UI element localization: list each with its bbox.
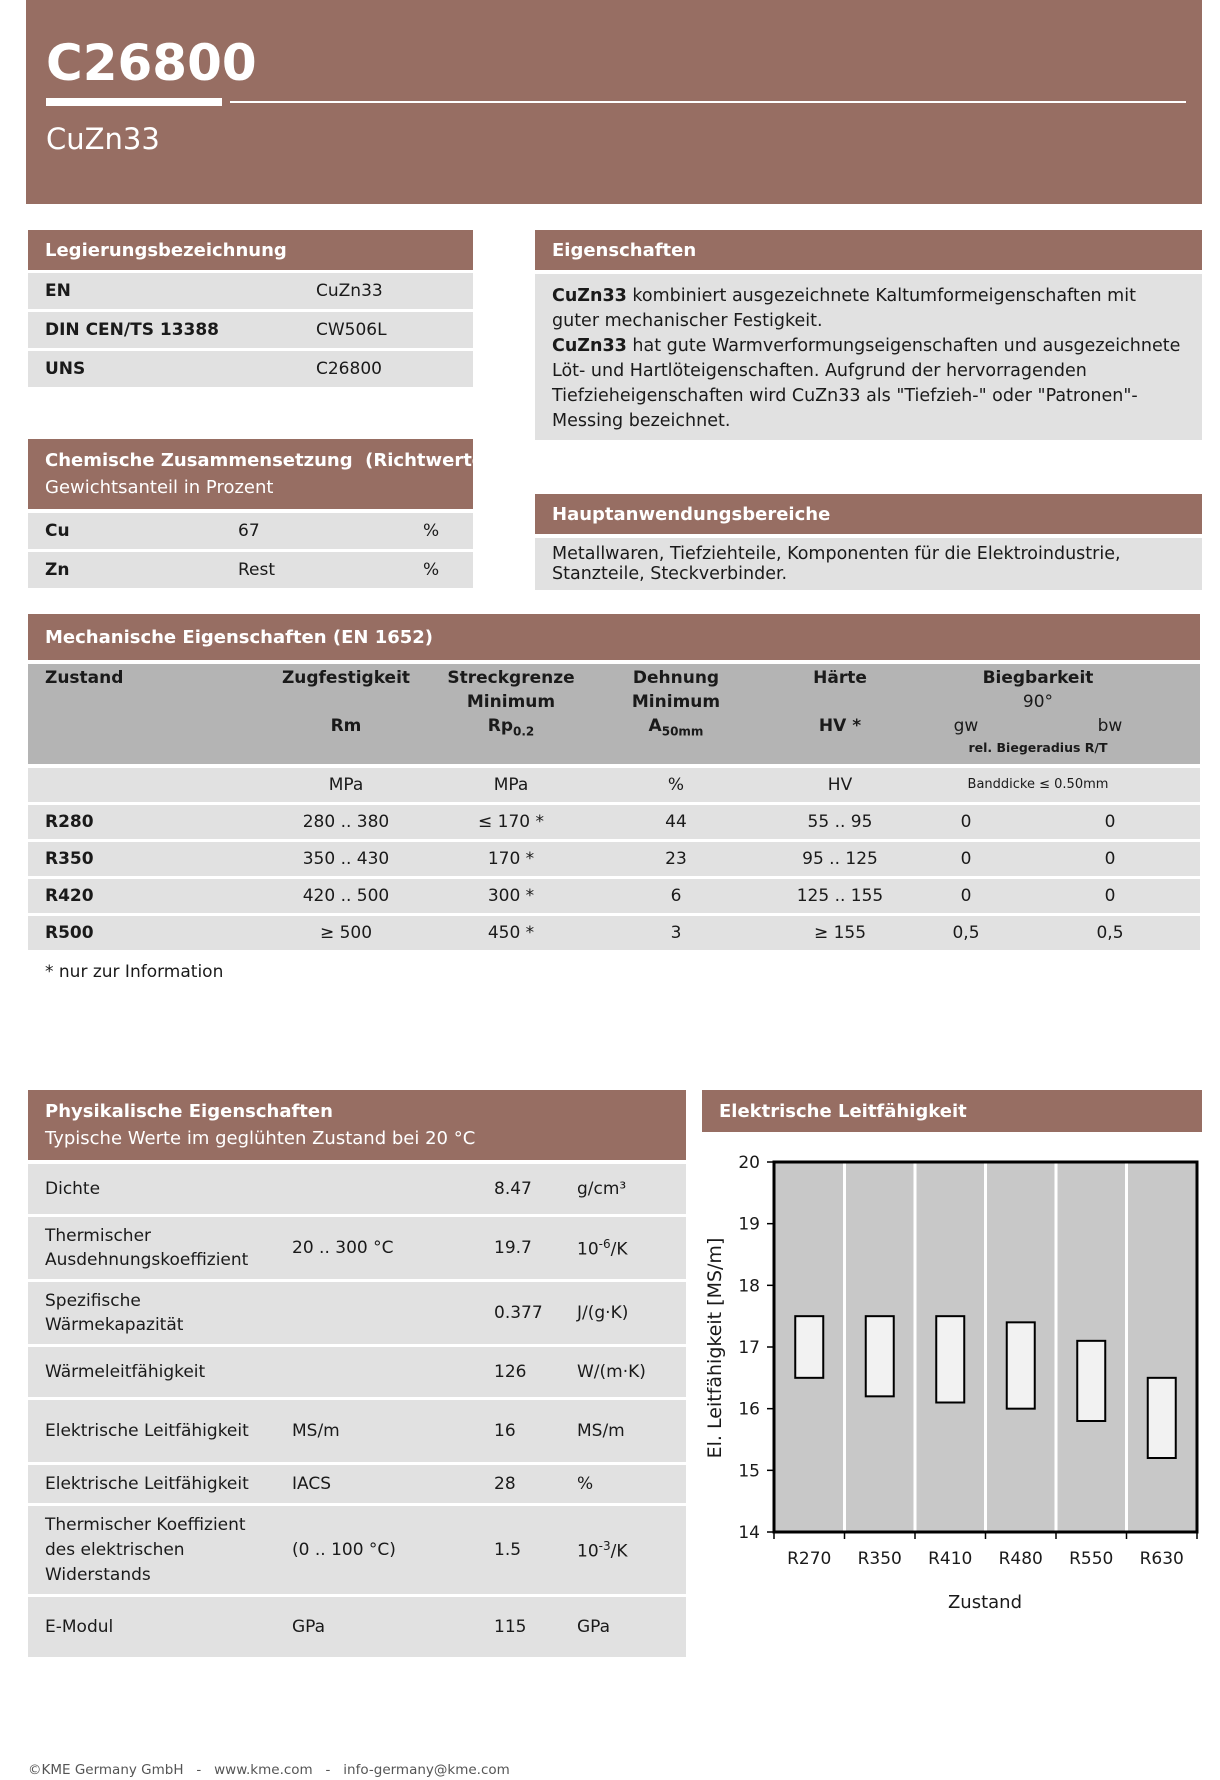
mechanisch-footnote: * nur zur Information [45, 962, 224, 982]
table-row [28, 879, 1200, 913]
col-zug-label: Zugfestigkeit [281, 668, 411, 688]
table-row [28, 552, 473, 588]
x-axis-label: Zustand [947, 1592, 1023, 1613]
table-row [28, 312, 473, 348]
table-row [28, 351, 473, 387]
page-subtitle: CuZn33 [46, 122, 160, 156]
footer: ©KME Germany GmbH - www.kme.com - info-germany@kme.com [28, 1762, 510, 1778]
dehn-cell: 23 [665, 849, 687, 869]
unit-biege: Banddicke ≤ 0.50mm [967, 777, 1109, 792]
zug-cell: 420 .. 500 [302, 886, 390, 906]
y-tick-label: 16 [738, 1399, 760, 1420]
table-row [28, 916, 1200, 950]
anwendung-text: Metallwaren, Tiefziehteile, Komponenten für die Elektroindustrie, Stanzteile, Steckverbinder. [535, 538, 1202, 590]
unit-haerte: HV [827, 775, 853, 795]
unit-zug: MPa [328, 775, 364, 795]
chemie-title: Chemische Zusammensetzung (Richtwerte) [45, 450, 493, 471]
range-bar [795, 1316, 823, 1378]
col-dehn-min: Minimum [631, 692, 721, 712]
units-row [28, 768, 1200, 802]
paragraph-text: kombiniert ausgezeichnete Kaltumformeigenschaften mit guter mechanischer Festigkeit. [552, 286, 1136, 331]
haerte-cell: 55 .. 95 [807, 812, 873, 832]
col-biege-note: rel. Biegeradius R/T [968, 740, 1108, 755]
eigenschaften-box [535, 230, 1202, 440]
unit-rest: /K [610, 1239, 628, 1260]
zustand-cell: R500 [45, 923, 94, 943]
gw-cell: 0 [960, 886, 972, 906]
zustand-cell: R280 [45, 812, 94, 832]
element-unit: % [423, 560, 440, 580]
unit-rest: /K [610, 1541, 628, 1562]
prop-label: Spezifische Wärmekapazität [45, 1291, 184, 1335]
prop-label: Thermischer Koeffizient des elektrischen Widerstands [45, 1514, 246, 1585]
prop-value: 0.377 [494, 1303, 543, 1323]
alloy-name: CuZn33 [552, 336, 627, 356]
zug-cell: 350 .. 430 [302, 849, 390, 869]
y-tick-label: 14 [738, 1523, 760, 1543]
range-bar [1077, 1341, 1105, 1421]
prop-unit: GPa [577, 1617, 611, 1637]
prop-unit [577, 1539, 628, 1562]
bw-cell: 0,5 [1096, 923, 1124, 943]
range-bar [1148, 1378, 1176, 1458]
unit-dehn: % [667, 775, 685, 795]
table-row [28, 842, 1200, 876]
prop-value: 126 [494, 1362, 527, 1382]
col-haerte-symbol: HV * [818, 716, 862, 736]
col-haerte: Härte [813, 668, 867, 688]
eigenschaften-title: Eigenschaften [535, 230, 1202, 270]
row-value: CuZn33 [316, 281, 383, 301]
col-biege-gw: gw [953, 716, 979, 736]
x-tick-label: R410 [928, 1549, 973, 1569]
col-zustand: Zustand [45, 668, 124, 688]
range-bar [936, 1316, 964, 1402]
col-streck-sym: Rp [487, 716, 513, 736]
prop-label: E-Modul [45, 1617, 114, 1637]
prop-label: Thermischer Ausdehnungskoeffizient [45, 1226, 249, 1270]
x-tick-label: R630 [1139, 1549, 1184, 1569]
haerte-cell: 125 .. 155 [796, 886, 884, 906]
prop-label: Elektrische Leitfähigkeit [45, 1421, 249, 1441]
col-streck-sub: 0.2 [513, 724, 535, 739]
chemie-header [28, 439, 493, 509]
prop-label: Elektrische Leitfähigkeit [45, 1474, 249, 1494]
col-dehn-sym: A [648, 716, 662, 736]
title-underline [46, 98, 222, 106]
element-label: Cu [45, 521, 70, 541]
col-biege: Biegbarkeit [982, 668, 1094, 688]
prop-unit: % [577, 1474, 594, 1494]
y-tick-label: 18 [738, 1276, 760, 1297]
anwendung-box [535, 494, 1202, 590]
y-tick-label: 15 [738, 1461, 760, 1482]
prop-cond: IACS [292, 1474, 332, 1494]
chemie-box [28, 439, 493, 588]
physikalisch-box [28, 1090, 686, 1657]
element-value: 67 [238, 521, 260, 541]
dehn-cell: 6 [670, 886, 682, 906]
mechanisch-table [28, 614, 1200, 982]
x-axis-labels [774, 1532, 1197, 1569]
header-rule [230, 101, 1186, 103]
eigenschaften-body [535, 274, 1202, 440]
unit-base: 10 [577, 1239, 599, 1260]
col-biege-bw: bw [1097, 716, 1123, 736]
prop-value: 16 [494, 1421, 516, 1441]
element-label: Zn [45, 560, 70, 580]
chart-title: Elektrische Leitfähigkeit [702, 1090, 1202, 1132]
table-row [28, 513, 473, 549]
legierung-title: Legierungsbezeichnung [28, 230, 473, 270]
haerte-cell: 95 .. 125 [802, 849, 878, 869]
x-tick-label: R480 [998, 1549, 1043, 1569]
x-tick-label: R270 [787, 1549, 832, 1569]
element-unit: % [423, 521, 440, 541]
y-tick-label: 19 [738, 1214, 760, 1235]
prop-cond: (0 .. 100 °C) [292, 1540, 396, 1560]
page-title: C26800 [46, 34, 257, 92]
zug-cell: ≥ 500 [319, 923, 373, 943]
table-row [28, 1597, 686, 1657]
prop-unit: MS/m [577, 1421, 625, 1441]
range-bar [1007, 1322, 1035, 1408]
paragraph-text: hat gute Warmverformungseigenschaften und ausgezeichnete Löt- und Hartlöteigenschaften. Aufgrund der hervorragenden Tiefzieheigenschaften wird CuZn33 als "Tiefzieh-" oder "Patronen"-Messing bezeichnet. [552, 336, 1181, 431]
table-row [28, 1282, 686, 1344]
prop-unit: W/(m·K) [577, 1362, 646, 1382]
dehn-cell: 3 [670, 923, 682, 943]
row-label: UNS [45, 359, 86, 379]
table-row [28, 1465, 686, 1503]
col-streck-label: Streckgrenze [447, 668, 575, 688]
y-axis-label: El. Leitfähigkeit [MS/m] [704, 1237, 726, 1459]
unit-exp: -3 [598, 1538, 611, 1553]
alloy-name: CuZn33 [552, 286, 627, 306]
prop-value: 115 [494, 1617, 527, 1637]
prop-label: Dichte [45, 1179, 101, 1199]
table-row [28, 1400, 686, 1462]
table-row [28, 1506, 686, 1594]
bw-cell: 0 [1104, 812, 1116, 832]
prop-value: 19.7 [494, 1238, 532, 1258]
mechanisch-title: Mechanische Eigenschaften (EN 1652) [28, 614, 1200, 660]
zustand-cell: R350 [45, 849, 94, 869]
dehn-cell: 44 [665, 812, 687, 832]
table-row [28, 1217, 686, 1279]
col-biege-angle: 90° [1022, 692, 1054, 712]
col-dehn-label: Dehnung [632, 668, 720, 688]
x-tick-label: R550 [1069, 1549, 1114, 1569]
gw-cell: 0 [960, 849, 972, 869]
bw-cell: 0 [1104, 886, 1116, 906]
range-bar [866, 1316, 894, 1396]
prop-cond: 20 .. 300 °C [292, 1238, 394, 1258]
prop-unit [577, 1237, 628, 1260]
table-row [28, 1347, 686, 1397]
prop-value: 8.47 [494, 1179, 532, 1199]
anwendung-title: Hauptanwendungsbereiche [535, 494, 1202, 534]
table-row [28, 273, 473, 309]
row-value: CW506L [316, 320, 387, 340]
unit-streck: MPa [493, 775, 529, 795]
chart-box [702, 1090, 1202, 1132]
prop-value: 1.5 [494, 1540, 522, 1560]
streck-cell: 300 * [487, 886, 535, 906]
zustand-cell: R420 [45, 886, 94, 906]
gw-cell: 0 [960, 812, 972, 832]
physikalisch-subtitle: Typische Werte im geglühten Zustand bei 20 °C [45, 1128, 476, 1149]
col-streck-min: Minimum [466, 692, 556, 712]
streck-cell: ≤ 170 * [478, 812, 544, 832]
prop-unit: g/cm³ [577, 1179, 627, 1199]
table-row [28, 1164, 686, 1214]
prop-value: 28 [494, 1474, 516, 1494]
unit-exp: -6 [598, 1236, 611, 1251]
eigenschaften-paragraph-2 [552, 334, 1188, 434]
gw-cell: 0,5 [952, 923, 980, 943]
row-value: C26800 [316, 359, 382, 379]
col-dehn-sub: 50mm [661, 724, 704, 739]
prop-label: Wärmeleitfähigkeit [45, 1362, 206, 1382]
mechanisch-column-headers [28, 664, 1200, 764]
physikalisch-title: Physikalische Eigenschaften [45, 1101, 333, 1122]
y-axis-ticks [738, 1153, 774, 1543]
streck-cell: 170 * [487, 849, 535, 869]
row-label: EN [45, 281, 71, 301]
haerte-cell: ≥ 155 [813, 923, 867, 943]
element-value: Rest [238, 560, 276, 580]
legierung-box [28, 230, 473, 387]
bw-cell: 0 [1104, 849, 1116, 869]
row-label: DIN CEN/TS 13388 [45, 320, 220, 340]
x-tick-label: R350 [857, 1549, 902, 1569]
eigenschaften-paragraph-1 [552, 284, 1188, 334]
prop-cond: MS/m [292, 1421, 340, 1441]
prop-unit: J/(g·K) [577, 1303, 629, 1323]
conductivity-chart [700, 1136, 1202, 1646]
col-zug-symbol: Rm [330, 716, 362, 736]
unit-base: 10 [577, 1541, 599, 1562]
streck-cell: 450 * [487, 923, 535, 943]
y-tick-label: 17 [738, 1338, 760, 1358]
zug-cell: 280 .. 380 [302, 812, 390, 832]
table-row [28, 805, 1200, 839]
page-header [26, 0, 1202, 204]
physikalisch-header [28, 1090, 686, 1160]
y-tick-label: 20 [738, 1153, 760, 1173]
prop-cond: GPa [292, 1617, 326, 1637]
chemie-subtitle: Gewichtsanteil in Prozent [45, 477, 274, 498]
